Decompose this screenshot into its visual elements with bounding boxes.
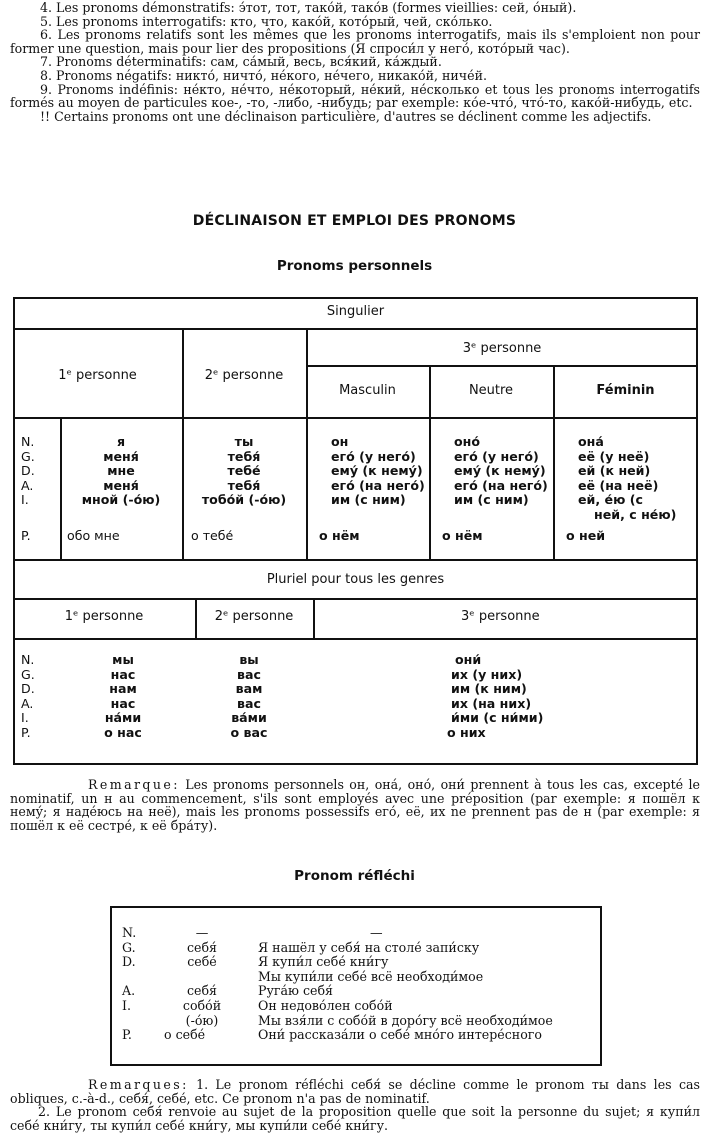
form: она́ [578, 434, 604, 449]
form: тебя́ [227, 477, 261, 493]
case-label [122, 1014, 136, 1029]
form: — [195, 925, 209, 940]
form: его́ (на него́) [454, 477, 548, 493]
form: мной (-о́ю) [81, 492, 161, 508]
form: ему́ (к нему́) [331, 463, 423, 479]
example: Руга́ю себя́ [258, 983, 333, 999]
intro-item-9: 9. Pronoms indéfinis: не́кто, не́что, не́который, не́кий, не́сколько et tous les pronoms interrogatifs formés au moyen de particules кое-, -то, -либо, -нибудь; par exemple: ко́е-что́, что́-то, како́й-нибудь, etc. [10, 81, 700, 111]
form: собо́й [182, 997, 222, 1013]
remarks-reflexive [10, 1078, 700, 1132]
pl-case-column [21, 653, 35, 741]
rule [13, 638, 698, 640]
case-label: N. [21, 434, 35, 449]
sg-feminine-forms [566, 434, 677, 543]
case-label: P. [21, 724, 31, 740]
form: на́ми [104, 710, 142, 726]
sg-2nd-person-forms [185, 435, 303, 543]
form: тобо́й (-о́ю) [201, 492, 287, 508]
form: о себе́ [164, 1027, 206, 1043]
form: меня́ [103, 448, 139, 464]
intro-item-5: 5. Les pronoms interrogatifs: кто, что, како́й, кото́рый, чей, ско́лько. [40, 13, 493, 29]
rule [306, 417, 308, 559]
intro-item-4: 4. Les pronoms démonstratifs: э́тот, тот, тако́й, тако́в (formes vieillies: сей, о́ный). [40, 0, 577, 15]
case-label: D. [21, 681, 35, 697]
form: о вас [230, 724, 268, 740]
sg-2nd-person-header: 2ᵉ personne [204, 368, 284, 383]
rule [553, 417, 555, 559]
form: о нём [442, 527, 483, 543]
form: тебе́ [227, 463, 261, 479]
case-label: G. [122, 939, 136, 955]
case-label: I. [21, 492, 29, 508]
reflexive-forms-column [162, 926, 242, 1043]
form [454, 508, 548, 523]
form: их (у них) [451, 666, 523, 682]
form: его́ (у него́) [331, 448, 416, 464]
case-label: P. [21, 527, 31, 543]
case-label [21, 508, 35, 523]
rule [429, 417, 431, 559]
rule [306, 365, 698, 367]
case-label: N. [122, 925, 137, 940]
remarks-p2: 2. Le pronom себя́ renvoie au sujet de la proposition quelle que soit la personne du sujet; я купи́л себе́ кни́гу, ты купи́л себе́ кни́гу, мы купи́ли себе́ кни́гу. [10, 1104, 700, 1133]
pl-2nd-person-header: 2ᵉ personne [214, 609, 294, 624]
sg-neuter-forms [442, 434, 548, 543]
case-label: I. [21, 710, 29, 726]
form: ей, е́ю (с [578, 492, 643, 508]
plural-title: Pluriel pour tous les genres [266, 572, 445, 587]
pl-3rd-person-header: 3ᵉ personne [461, 609, 540, 624]
neuter-header: Neutre [468, 383, 514, 398]
sg-masculine-forms [319, 434, 425, 543]
sg-1st-person-forms [63, 435, 179, 543]
form: себе́ [187, 954, 217, 970]
form: вы [239, 652, 259, 667]
form: ей (к ней) [578, 463, 651, 479]
rule [182, 417, 184, 559]
form: он [331, 434, 349, 449]
singular-title: Singulier [326, 304, 385, 319]
form: им (к ним) [451, 681, 527, 697]
main-heading: DÉCLINAISON ET EMPLOI DES PRONOMS [192, 213, 517, 229]
form: ему́ (к нему́) [454, 463, 546, 479]
case-label: D. [122, 954, 136, 970]
form: о ней [566, 527, 606, 543]
pl-1st-person-header: 1ᵉ personne [64, 609, 144, 624]
example: Я купи́л себе́ кни́гу [258, 954, 389, 970]
case-label: D. [21, 463, 35, 479]
case-label: A. [21, 695, 34, 711]
case-label: G. [21, 448, 35, 464]
remarks-label: Remarques: [88, 1077, 189, 1092]
form: вам [235, 681, 263, 697]
reflexive-pronoun-table [110, 906, 602, 1066]
form: им (с ним) [331, 492, 406, 508]
reflexive-case-column [122, 926, 136, 1043]
case-label: I. [122, 997, 131, 1013]
rule [60, 417, 62, 559]
reflexive-heading: Pronom réfléchi [294, 868, 415, 884]
personal-pronoun-table [13, 297, 698, 765]
form: нас [110, 695, 136, 711]
form [162, 970, 242, 985]
remark-text: Les pronoms personnels он, она́, оно́, они́ prennent à tous les cas, excepté le nominatif, un н au commencement, s'ils sont employés avec une préposition (par exemple: я пошёл к нему́; я наде́юсь на неё), mais les pronoms possessifs его́, её, их ne prennent pas de н (par exemple: я пошёл к её сестре́, к её бра́ту). [10, 777, 700, 833]
sg-case-column [21, 435, 35, 543]
intro-item-7: 7. Pronoms déterminatifs: сам, са́мый, весь, вся́кий, ка́ждый. [40, 54, 442, 70]
form: его́ (у него́) [454, 448, 539, 464]
remarks-p1: 1. Le pronom réfléchi себя́ se décline comme le pronom ты dans les cas obliques, c.-à-d., себя́, себе́, etc. Ce pronom n'a pas de nominatif. [10, 1077, 700, 1106]
form: её (у неё) [578, 448, 650, 464]
case-label: G. [21, 666, 35, 682]
sg-3rd-person-header: 3ᵉ personne [462, 341, 542, 356]
remark-label: Remarque: [88, 777, 180, 792]
form: о нас [104, 724, 142, 740]
rule [13, 598, 698, 600]
form: себя́ [186, 939, 218, 955]
form: мне [107, 463, 135, 479]
personal-heading: Pronoms personnels [276, 258, 433, 274]
form: себя́ [186, 983, 218, 999]
sg-1st-person-header: 1ᵉ personne [58, 368, 137, 383]
form: вас [237, 666, 261, 682]
example: Мы купи́ли себе́ всё необходи́мое [258, 968, 484, 984]
form: и́ми (с ни́ми) [451, 710, 544, 726]
form [185, 508, 303, 523]
form: её (на неё) [578, 477, 659, 493]
example: — [370, 925, 383, 940]
form: их (на них) [451, 695, 532, 711]
case-label: A. [21, 477, 34, 493]
form: о нём [319, 527, 360, 543]
form: им (с ним) [454, 492, 529, 508]
feminine-header: Féminin [596, 383, 655, 398]
form: нам [109, 681, 137, 697]
rule [313, 598, 315, 638]
form: ва́ми [231, 710, 267, 726]
example: Они́ рассказа́ли о себе́ мно́го интере́сного [258, 1027, 542, 1043]
rule [13, 559, 698, 561]
example: Я нашёл у себя́ на столе́ запи́ску [258, 939, 480, 955]
form: (-о́ю) [185, 1012, 219, 1028]
form: оно́ [454, 434, 481, 449]
form: ней, с не́ю) [594, 506, 677, 522]
masculine-header: Masculin [339, 383, 396, 398]
case-label: N. [21, 652, 35, 667]
example: Он недово́лен собо́й [258, 997, 393, 1013]
case-label: P. [122, 1027, 132, 1043]
intro-list [10, 1, 700, 123]
remark-personal [10, 778, 700, 832]
rule [13, 417, 698, 419]
intro-note: !! Certains pronoms ont une déclinaison particulière, d'autres se déclinent comme les adjectifs. [40, 108, 652, 124]
form: обо мне [67, 527, 120, 543]
form: вас [237, 695, 261, 711]
form [331, 508, 425, 523]
form: мы [112, 652, 134, 667]
form: они́ [455, 652, 482, 667]
case-label: A. [122, 983, 136, 999]
example: Мы взя́ли с собо́й в доро́гу всё необходи́мое [258, 1012, 553, 1028]
form: тебя́ [227, 448, 261, 464]
intro-item-8: 8. Pronoms négatifs: никто́, ничто́, не́кого, не́чего, никако́й, ниче́й. [40, 67, 487, 83]
form: ты [234, 434, 254, 449]
rule [13, 328, 698, 330]
form: меня́ [103, 477, 139, 493]
form [63, 508, 179, 523]
form: нас [110, 666, 136, 682]
reflexive-examples-column [258, 926, 553, 1043]
pl-2nd-person-forms [199, 653, 299, 741]
pl-3rd-person-forms [447, 652, 544, 741]
form: я [116, 434, 126, 449]
case-label [122, 970, 136, 985]
pl-1st-person-forms [73, 653, 173, 741]
form: о них [447, 724, 486, 740]
intro-item-6: 6. Les pronoms relatifs sont les mêmes que les pronoms interrogatifs, mais ils s'emploient non pour former une question, mais pour lier des propositions (Я спроси́л у него́, кото́рый час). [10, 27, 700, 56]
form: его́ (на него́) [331, 477, 425, 493]
form: о тебе́ [191, 527, 234, 543]
